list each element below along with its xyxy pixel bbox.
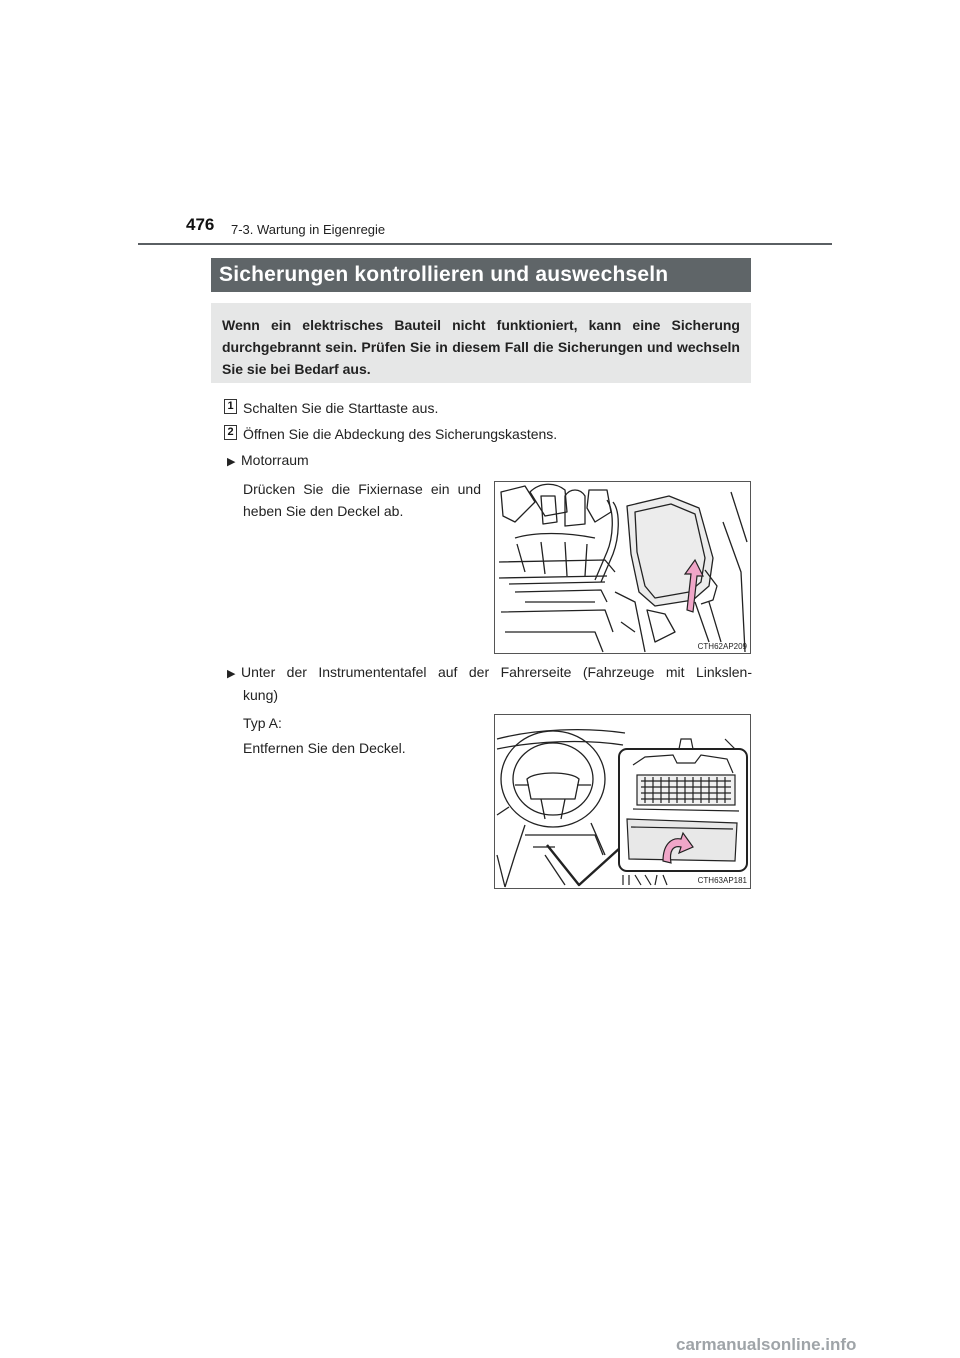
bullet-engine xyxy=(227,452,309,468)
triangle-bullet-icon: ▶ xyxy=(227,668,236,680)
engine-figure-code: CTH62AP209 xyxy=(697,642,747,651)
step-number-2: 2 xyxy=(224,425,237,440)
engine-fusebox-illustration xyxy=(495,482,750,653)
dashboard-fusebox-figure xyxy=(494,714,751,889)
section-title: Sicherungen kontrollieren und auswechseln xyxy=(211,258,751,292)
dashboard-figure-code: CTH63AP181 xyxy=(697,876,747,885)
bullet-dashboard xyxy=(227,664,752,680)
intro-text: Wenn ein elektrisches Bauteil nicht funktioniert, kann eine Sicherung durchgebrannt sein. Prüfen Sie in diesem Fall die Sicherungen und wechseln Sie sie bei Bedarf aus. xyxy=(222,317,740,377)
engine-text-line1: Drücken Sie die Fixiernase ein und xyxy=(243,481,481,497)
dashboard-fusebox-illustration xyxy=(495,715,750,888)
engine-text-line2: heben Sie den Deckel ab. xyxy=(243,503,404,519)
page-number: 476 xyxy=(186,215,215,234)
bullet-dashboard-label: Unter der Instrumententafel auf der Fahrerseite (Fahrzeuge mit Linkslen- xyxy=(241,664,752,680)
header-rule xyxy=(138,243,832,245)
step-text-1: Schalten Sie die Starttaste aus. xyxy=(243,400,439,416)
running-head: 7-3. Wartung in Eigenregie xyxy=(231,222,386,237)
intro-box xyxy=(211,303,751,383)
type-a-label: Typ A: xyxy=(243,715,282,731)
step-number-1: 1 xyxy=(224,399,237,414)
bullet-engine-label: Motorraum xyxy=(241,452,309,468)
bullet-dashboard-line2: kung) xyxy=(243,687,279,703)
triangle-bullet-icon: ▶ xyxy=(227,456,236,468)
remove-cover-text: Entfernen Sie den Deckel. xyxy=(243,740,406,756)
watermark[interactable]: carmanualsonline.info xyxy=(676,1335,857,1354)
step-text-2: Öffnen Sie die Abdeckung des Sicherungskastens. xyxy=(243,426,558,442)
engine-fusebox-figure xyxy=(494,481,751,654)
